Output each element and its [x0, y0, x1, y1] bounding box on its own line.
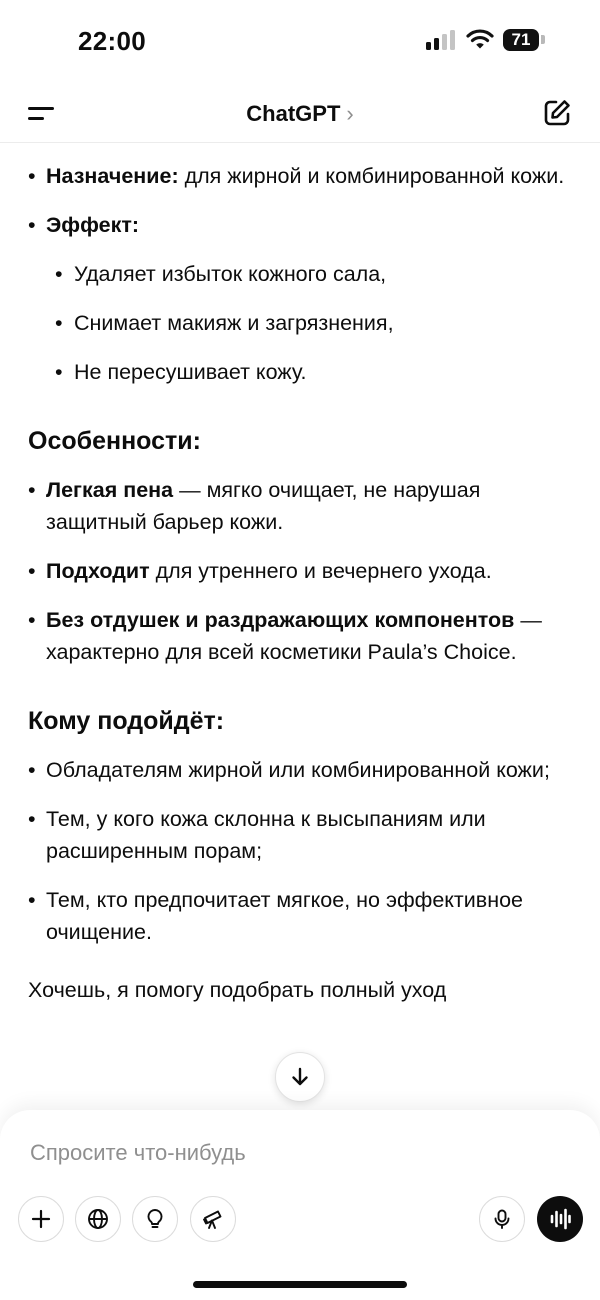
list-item	[28, 555, 576, 587]
add-attachment-button[interactable]	[18, 1196, 64, 1242]
battery-icon	[503, 29, 539, 51]
list-item-text: для утреннего и вечернего ухода.	[149, 559, 492, 583]
cellular-signal-icon	[426, 30, 455, 50]
list-item-bold: Без отдушек и раздражающих компонентов	[46, 608, 515, 632]
status-bar	[0, 0, 600, 80]
think-button[interactable]	[132, 1196, 178, 1242]
plus-icon	[30, 1208, 52, 1230]
status-time: 22:00	[78, 26, 146, 56]
research-button[interactable]	[190, 1196, 236, 1242]
list-item: • Тем, у кого кожа склонна к высыпаниям или расширенным порам;	[28, 803, 576, 867]
wifi-icon	[466, 28, 494, 50]
list-item-bold: Эффект:	[46, 213, 140, 237]
section-heading: Особенности:	[28, 427, 201, 455]
list-item-text: — характерно для всей косметики Paula’s Choice.	[46, 608, 542, 664]
list-item	[28, 209, 576, 241]
globe-icon	[86, 1207, 110, 1231]
app-header	[0, 84, 600, 143]
list-item-bold: Легкая пена	[46, 478, 174, 502]
microphone-icon	[491, 1208, 513, 1230]
chat-title-text: ChatGPT	[246, 101, 341, 126]
list-item: • Тем, кто предпочитает мягкое, но эффективное очищение.	[28, 884, 576, 948]
list-item-text: — мягко очищает, не нарушая защитный барьер кожи.	[46, 478, 481, 534]
battery-level: 71	[511, 30, 531, 49]
dictation-button[interactable]	[479, 1196, 525, 1242]
message-input[interactable]: Спросите что-нибудь	[30, 1140, 246, 1165]
list-item-bold: Подходит	[46, 559, 150, 583]
chevron-right-icon: ›	[346, 101, 354, 126]
list-item: • Обладателям жирной или комбинированной кожи;	[28, 754, 576, 786]
waveform-icon	[547, 1206, 573, 1232]
lightbulb-icon	[143, 1207, 167, 1231]
list-item	[28, 160, 576, 192]
arrow-down-icon	[289, 1066, 311, 1088]
message-paragraph: Хочешь, я помогу подобрать полный уход	[28, 978, 447, 1002]
list-item-text: для жирной и комбинированной кожи.	[178, 164, 565, 188]
scroll-to-bottom-button[interactable]	[275, 1052, 325, 1102]
list-item-bold: Назначение:	[46, 164, 179, 188]
home-indicator	[193, 1281, 407, 1288]
web-search-button[interactable]	[75, 1196, 121, 1242]
voice-mode-button[interactable]	[537, 1196, 583, 1242]
new-chat-icon[interactable]	[542, 98, 572, 128]
chat-title[interactable]	[0, 101, 600, 127]
battery-tip	[541, 35, 545, 44]
telescope-icon	[201, 1207, 225, 1231]
list-item	[28, 474, 576, 538]
section-heading: Кому подойдёт:	[28, 707, 225, 735]
assistant-message	[28, 160, 576, 1006]
sub-list-item: • Не пересушивает кожу.	[28, 356, 576, 388]
sub-list-item: • Удаляет избыток кожного сала,	[28, 258, 576, 290]
sub-list-item: • Снимает макияж и загрязнения,	[28, 307, 576, 339]
list-item	[28, 604, 576, 668]
composer	[0, 1110, 600, 1300]
